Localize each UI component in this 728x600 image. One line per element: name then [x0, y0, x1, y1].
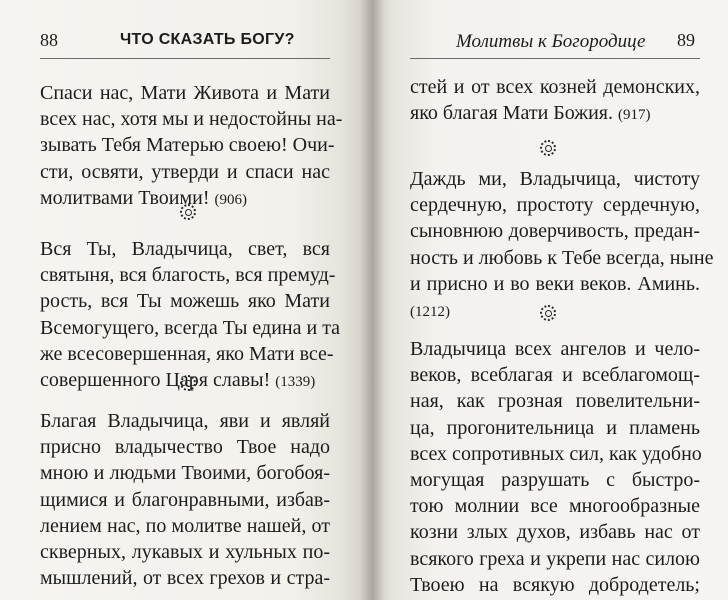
text-line: Владычица всех ангелов и чело-: [410, 338, 700, 360]
prayer-paragraph: [410, 166, 714, 325]
page-number: 88: [40, 30, 58, 50]
text-line: всякого греха и укрепи нас силою: [410, 547, 700, 570]
text-line: присно владычество Твое надо: [40, 436, 330, 459]
text-line: козни злых духов, избавь нас от: [410, 521, 700, 544]
ornament-icon: [540, 305, 556, 321]
text-line: сердечную, простоту сердечную,: [410, 194, 700, 217]
text-line: Спаси нас, Мати Живота и Мати: [40, 82, 330, 104]
text-line: и присно и во веки веков. Аминь.: [410, 272, 700, 295]
prayer-paragraph: [410, 336, 700, 598]
text-line: Благая Владычица, яви и являй: [40, 410, 330, 432]
prayer-paragraph: [40, 80, 343, 213]
prayer-number: (1339): [275, 374, 316, 391]
header-rule: [40, 58, 330, 59]
text-line: щимися и благонравными, избав-: [40, 488, 330, 511]
prayer-paragraph: [410, 74, 700, 128]
prayer-number: (906): [214, 191, 247, 208]
text-line: Даждь ми, Владычица, чистоту: [410, 168, 700, 190]
text-line: тою молнии все многообразные: [410, 495, 700, 518]
text-line: Всемогущего, всегда Ты едина и та: [40, 316, 341, 339]
text-line: зывать Тебя Матерью своею! Очи-: [40, 134, 335, 157]
text-line: Вся Ты, Владычица, свет, вся: [40, 238, 330, 260]
text-line: всех нас, хотя мы и недостойны на-: [40, 108, 343, 131]
running-title: Молитвы к Богородице: [456, 31, 646, 52]
ornament-icon: [180, 375, 196, 391]
header-rule: [410, 58, 700, 59]
running-title: ЧТО СКАЗАТЬ БОГУ?: [120, 31, 295, 48]
text-line: рость, вся Ты можешь яко Мати: [40, 290, 330, 313]
text-line: стей и от всех козней демонских,: [410, 76, 700, 98]
text-line: сыновнюю доверчивость, предан-: [410, 220, 700, 243]
text-line: скверных, лукавых и хульных по-: [40, 541, 330, 564]
prayer-number: (1212): [410, 304, 450, 321]
text-line: святыня, вся благость, вся премуд-: [40, 264, 336, 287]
text-line: мышлений, от всех грехов и стра-: [40, 567, 330, 590]
text-line: сти, освяти, утверди и спаси нас: [40, 160, 330, 183]
text-line: мною и людьми Твоими, богобоя-: [40, 462, 330, 485]
text-line: ная, как грозная повелительни-: [410, 390, 700, 413]
text-line: яко благая Мати Божия.: [410, 102, 614, 125]
text-line: веков, всеблагая и всеблагомощ-: [410, 364, 700, 387]
text-line: всех сопротивных сил, как удобно: [410, 442, 702, 465]
text-line: ность и любовь к Тебе всегда, ныне: [410, 246, 714, 269]
text-line: лением нас, по молитве нашей, от: [40, 514, 330, 537]
ornament-icon: [540, 140, 556, 156]
text-line: молитвами Твоими!: [40, 186, 210, 209]
prayer-paragraph: [40, 236, 341, 395]
prayer-paragraph: [40, 408, 330, 591]
ornament-icon: [180, 204, 196, 220]
text-line: Твоею на всякую добродетель;: [410, 573, 700, 596]
text-line: могущая разрушать с быстро-: [410, 469, 700, 492]
page-number: 89: [677, 30, 695, 50]
book-gutter: [360, 0, 384, 600]
text-line: же всесовершенная, яко Мати все-: [40, 342, 334, 365]
text-line: совершенного Царя славы!: [40, 369, 271, 392]
prayer-number: (917): [618, 107, 651, 124]
text-line: ца, прогонительница и пламень: [410, 416, 700, 439]
right-page: [372, 0, 728, 600]
